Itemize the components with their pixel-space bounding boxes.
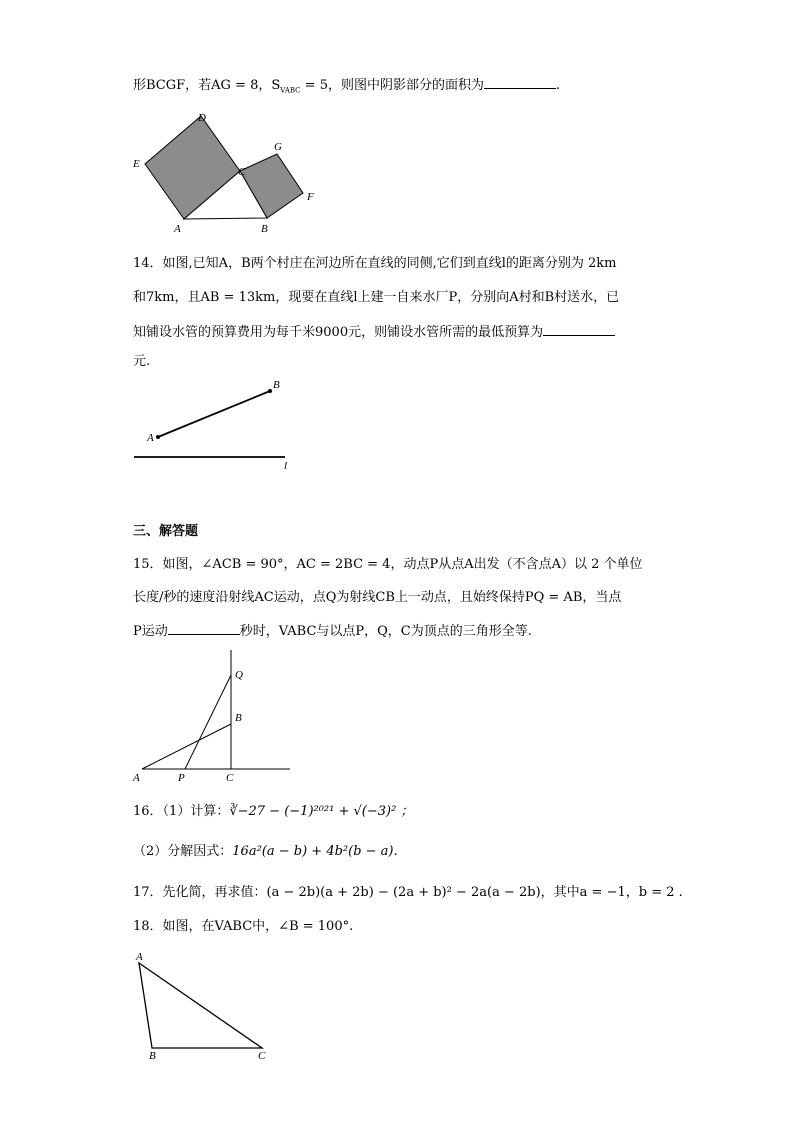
fig15-label-C: C	[226, 772, 234, 784]
figure-18-triangle	[130, 948, 280, 1063]
q16-part2-expression: 16a²(a − b) + 4b²(b − a).	[232, 844, 398, 859]
q13-subscript: VABC	[280, 86, 301, 95]
q14-line3	[133, 321, 615, 342]
q15-line1: 15．如图，∠ACB = 90°，AC = 2BC = 4，动点P从点A出发（不含点A）以 2 个单位	[133, 557, 643, 572]
fig18-label-A: A	[136, 951, 143, 963]
q15-answer-blank[interactable]	[168, 620, 240, 635]
fig15-label-A: A	[133, 772, 140, 784]
figure-14-villages	[128, 372, 308, 472]
fig15-label-P: P	[178, 772, 185, 784]
fig14-label-l: l	[284, 460, 288, 472]
q18-text: 18．如图，在VABC中，∠B = 100°.	[133, 919, 354, 934]
fig14-label-B: B	[273, 379, 280, 391]
q16-part1	[133, 803, 413, 821]
fig13-label-D: D	[198, 112, 206, 124]
fig15-label-Q: Q	[235, 669, 243, 681]
q14-line2: 和7km，且AB = 13km，现要在直线l上建一自来水厂P，分别向A村和B村送水，已	[133, 290, 620, 305]
figure-15-triangles	[128, 645, 298, 785]
fig18-triangle-ABC	[139, 963, 262, 1048]
fig14-segment-AB	[158, 391, 270, 437]
q13-end: .	[555, 78, 561, 93]
fig14-point-B	[268, 389, 272, 393]
q16-part1-label: 16．（1）计算：	[133, 804, 230, 819]
q13-continuation	[133, 74, 560, 100]
fig13-label-A: A	[174, 223, 181, 235]
figure-13-squares	[125, 108, 325, 238]
q15-line3	[133, 620, 532, 641]
fig14-label-A: A	[147, 432, 154, 444]
q15-line2: 长度/秒的速度沿射线AC运动，点Q为射线CB上一动点，且始终保持PQ = AB，当点	[133, 590, 622, 605]
q14-line3-text: 知铺设水管的预算费用为每千米9000元，则铺设水管所需的最低预算为	[133, 325, 544, 340]
q14-line4: 元.	[133, 354, 151, 369]
q16-part2-label: （2）分解因式：	[133, 844, 233, 859]
fig13-label-E: E	[133, 158, 140, 170]
section-3-title: 三、解答题	[133, 524, 199, 539]
q14-line1: 14．如图,已知A，B两个村庄在河边所在直线的同侧,它们到直线l的距离分别为 2km	[133, 256, 617, 271]
q16-part1-expression: ∛−27 − (−1)²⁰²¹ + √(−3)² ；	[229, 804, 414, 819]
fig15-label-B: B	[235, 712, 242, 724]
q13-text-before: 形BCGF，若AG = 8，S	[133, 78, 281, 93]
fig13-label-C: C	[238, 166, 246, 178]
q16-part2	[133, 843, 398, 861]
fig13-label-B: B	[261, 223, 268, 235]
q17-text: 17．先化简，再求值：(a − 2b)(a + 2b) − (2a + b)² − 2a(a − 2b)，其中a = −1，b = 2 .	[133, 885, 683, 900]
fig13-label-F: F	[307, 191, 314, 203]
q15-line3b: 秒时，VABC与以点P，Q，C为顶点的三角形全等.	[239, 624, 532, 639]
q13-text-after: = 5，则图中阴影部分的面积为	[300, 78, 484, 93]
fig13-label-G: G	[274, 141, 282, 153]
fig15-segment-PQ	[185, 675, 231, 769]
q15-line3a: P运动	[133, 624, 168, 639]
fig18-label-C: C	[258, 1050, 266, 1062]
q14-answer-blank[interactable]	[543, 321, 615, 336]
fig14-point-A	[156, 435, 160, 439]
fig15-segment-AB	[142, 724, 231, 769]
fig18-label-B: B	[149, 1050, 156, 1062]
q13-answer-blank[interactable]	[484, 74, 556, 89]
